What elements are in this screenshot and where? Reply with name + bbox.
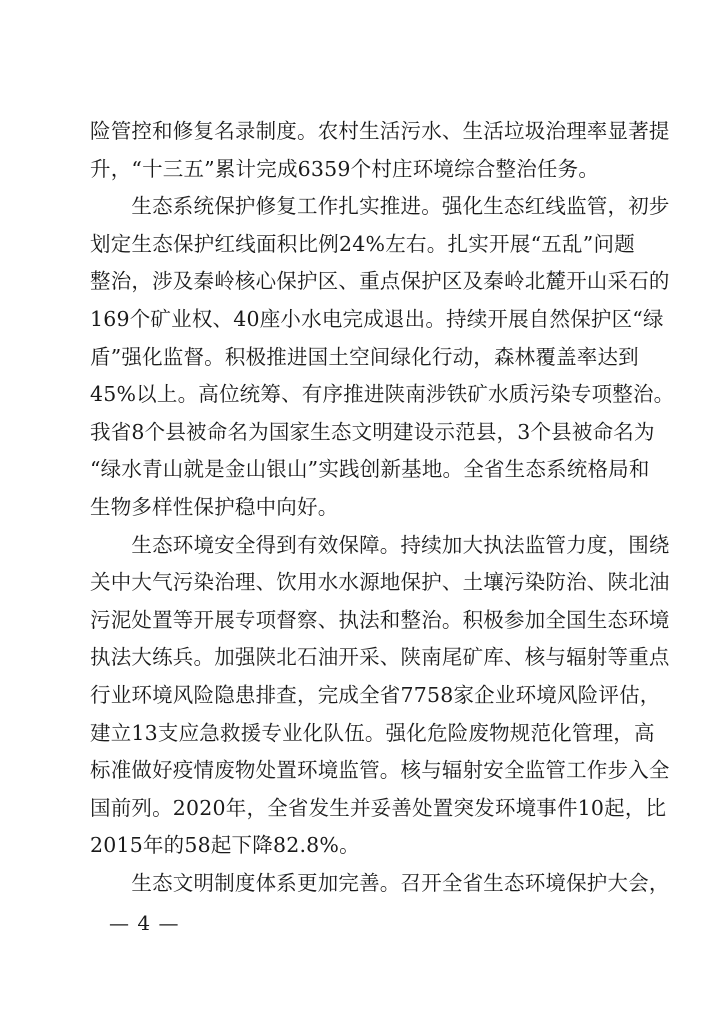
text-line: 标准做好疫情废物处置环境监管。核与辐射安全监管工作步入全 <box>90 758 670 783</box>
text-line: 生态系统保护修复工作扎实推进。强化生态红线监管，初步 <box>90 194 670 219</box>
text-line: 整治，涉及秦岭核心保护区、重点保护区及秦岭北麓开山采石的 <box>90 269 670 294</box>
page-number: — 4 — <box>109 911 180 935</box>
text-line: 2015年的58起下降82.8%。 <box>90 833 360 858</box>
text-line: 污泥处置等开展专项督察、执法和整治。积极参加全国生态环境 <box>90 607 670 632</box>
paragraph <box>90 188 675 526</box>
text-line: 建立13支应急救援专业化队伍。强化危险废物规范化管理，高 <box>90 720 655 745</box>
text-line: 生态环境安全得到有效保障。持续加大执法监管力度，围绕 <box>90 532 670 557</box>
paragraph <box>90 113 670 188</box>
text-line: 45%以上。高位统筹、有序推进陕南涉铁矿水质污染专项整治。 <box>90 382 675 407</box>
text-line: 关中大气污染治理、饮用水水源地保护、土壤污染防治、陕北油 <box>90 570 670 595</box>
body-text <box>90 113 675 902</box>
text-line: 生态文明制度体系更加完善。召开全省生态环境保护大会， <box>90 870 670 895</box>
paragraph <box>90 527 670 865</box>
text-line: 我省8个县被命名为国家生态文明建设示范县，3个县被命名为 <box>90 419 655 444</box>
text-line: 生物多样性保护稳中向好。 <box>90 494 339 519</box>
text-line: 盾”强化监督。积极推进国土空间绿化行动，森林覆盖率达到 <box>90 344 639 369</box>
text-line: 划定生态保护红线面积比例24%左右。扎实开展“五乱”问题 <box>90 231 635 256</box>
text-line: 169个矿业权、40座小水电完成退出。持续开展自然保护区“绿 <box>90 306 664 331</box>
text-line: 升，“十三五”累计完成6359个村庄环境综合整治任务。 <box>90 156 600 181</box>
text-line: 险管控和修复名录制度。农村生活污水、生活垃圾治理率显著提 <box>90 119 670 143</box>
text-line: 执法大练兵。加强陕北石油开采、陕南尾矿库、核与辐射等重点 <box>90 645 670 670</box>
text-line: “绿水青山就是金山银山”实践创新基地。全省生态系统格局和 <box>90 457 650 482</box>
text-line: 国前列。2020年，全省发生并妥善处置突发环境事件10起，比 <box>90 795 667 820</box>
text-line: 行业环境风险隐患排查，完成全省7758家企业环境风险评估， <box>90 682 661 707</box>
paragraph <box>90 865 670 903</box>
